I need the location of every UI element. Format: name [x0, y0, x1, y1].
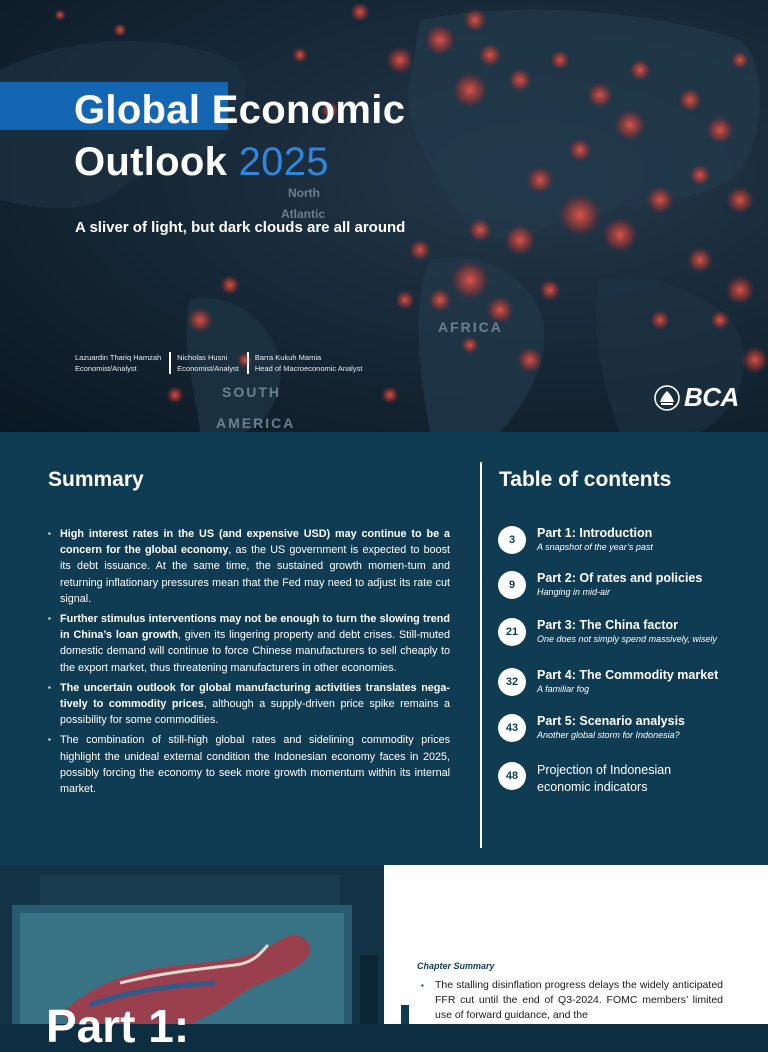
bca-emblem-icon [654, 385, 680, 411]
bullet-bold-text: High interest rates in the US (and expensive USD) may continue to be a concern for the global economy [60, 528, 450, 557]
summary-bullet [48, 611, 450, 676]
toc-item-part-3[interactable] [498, 618, 717, 646]
toc-heading: Table of contents [499, 468, 672, 491]
toc-item-subtitle: A snapshot of the year’s past [537, 542, 653, 552]
author-1 [75, 352, 169, 374]
chapter-cover-photo [0, 865, 384, 1052]
report-title [74, 84, 405, 188]
map-label-america: AMERICA [216, 415, 296, 431]
toc-item-subtitle: A familiar fog [537, 684, 590, 694]
title-word-outlook: Outlook [74, 140, 228, 184]
author-role: Head of Macroeconomic Analyst [254, 364, 363, 373]
column-divider [480, 462, 482, 848]
cover-hero [0, 0, 768, 432]
bullet-text: , although a supply-driven price spike remains a possibility for some commodities. [60, 698, 451, 727]
summary-bullet-list [48, 526, 450, 801]
toc-page-number: 32 [498, 668, 526, 696]
chapter-summary-label: Chapter Summary [417, 961, 495, 971]
summary-heading: Summary [48, 468, 144, 491]
bca-logo [654, 382, 739, 413]
report-subtitle: A sliver of light, but dark clouds are all around [75, 219, 406, 236]
toc-item-projection[interactable] [498, 762, 671, 795]
toc-page-number: 48 [498, 762, 526, 790]
summary-bullet [48, 732, 450, 797]
toc-item-title: Part 5: Scenario analysis [537, 714, 685, 728]
toc-item-subtitle: Hanging in mid-air [537, 587, 611, 597]
toc-item-title: Part 4: The Commodity market [537, 668, 719, 682]
part-title-accent [401, 1005, 409, 1024]
author-name: Nicholas Husni [177, 353, 228, 362]
summary-toc-section [0, 432, 768, 865]
bullet-bold-text: Further stimulus interventions may not be enough to turn the slowing trend in China’s loan growth [60, 613, 450, 642]
bullet-text: , given its lingering property and debt crises. Still-muted domestic demand will continue to force Chinese manufacturers to sell cheaply to the export market, thus threatening manufacturers in other economies. [60, 629, 450, 674]
title-word-economic: Economic [211, 88, 406, 132]
toc-item-part-1[interactable] [498, 526, 653, 554]
title-word-global: Global [74, 88, 201, 132]
toc-page-number: 3 [498, 526, 526, 554]
toc-item-title: Part 2: Of rates and policies [537, 571, 703, 585]
author-3 [247, 352, 371, 374]
author-name: Barra Kukuh Mamia [254, 353, 322, 362]
map-label-africa: AFRICA [438, 319, 503, 335]
author-2 [169, 352, 247, 374]
toc-item-part-2[interactable] [498, 571, 702, 599]
toc-item-title: Part 1: Introduction [537, 526, 653, 540]
toc-page-number: 21 [498, 618, 526, 646]
toc-item-part-5[interactable] [498, 714, 685, 742]
toc-page-number: 43 [498, 714, 526, 742]
author-role: Economist/Analyst [177, 364, 239, 373]
author-list [75, 352, 370, 374]
toc-item-title: Part 3: The China factor [537, 618, 678, 632]
title-year: 2025 [238, 140, 329, 184]
toc-item-subtitle: One does not simply spend massively, wisely [537, 634, 717, 644]
map-label-atlantic: Atlantic [281, 207, 326, 221]
chapter-part-title: Part 1: [46, 1000, 190, 1052]
bullet-bold-text: The uncertain outlook for global manufacturing activities translates nega-tively to commodity prices [60, 681, 450, 711]
toc-item-title-line2: economic indicators [537, 779, 648, 794]
map-label-south: SOUTH [222, 384, 281, 400]
summary-bullet [48, 680, 450, 729]
map-label-north: North [288, 186, 320, 200]
toc-item-title: Projection of Indonesian [537, 763, 672, 777]
summary-bullet [48, 526, 450, 607]
toc-page-number: 9 [498, 571, 526, 599]
chapter-preview [0, 865, 768, 1052]
author-name: Lazuardin Thariq Hamzah [75, 353, 162, 362]
author-role: Economist/Analyst [75, 364, 137, 373]
toc-item-subtitle: Another global storm for Indonesia? [537, 730, 680, 740]
toc-item-part-4[interactable] [498, 668, 718, 696]
bullet-text: , as the US government is expected to boost its debt issuance. At the same time, the sustained growth momen-tum and returning inflationary pressures mean that the Fed may need to adjust its rate cut signal. [60, 544, 450, 605]
bca-wordmark: BCA [684, 382, 739, 412]
chapter-summary-text: ▪ The stalling disinflation progress delays the widely anticipated FFR cut until the end of Q3-2024. FOMC members’ limited use of forward guidance, and the [421, 978, 723, 1023]
bullet-text: The combination of still-high global rates and sidelining commodity prices highlight the unideal external condition the Indonesian economy faces in 2025, possibly forcing the economy to seek more growth momentum within its internal market. [60, 734, 450, 796]
